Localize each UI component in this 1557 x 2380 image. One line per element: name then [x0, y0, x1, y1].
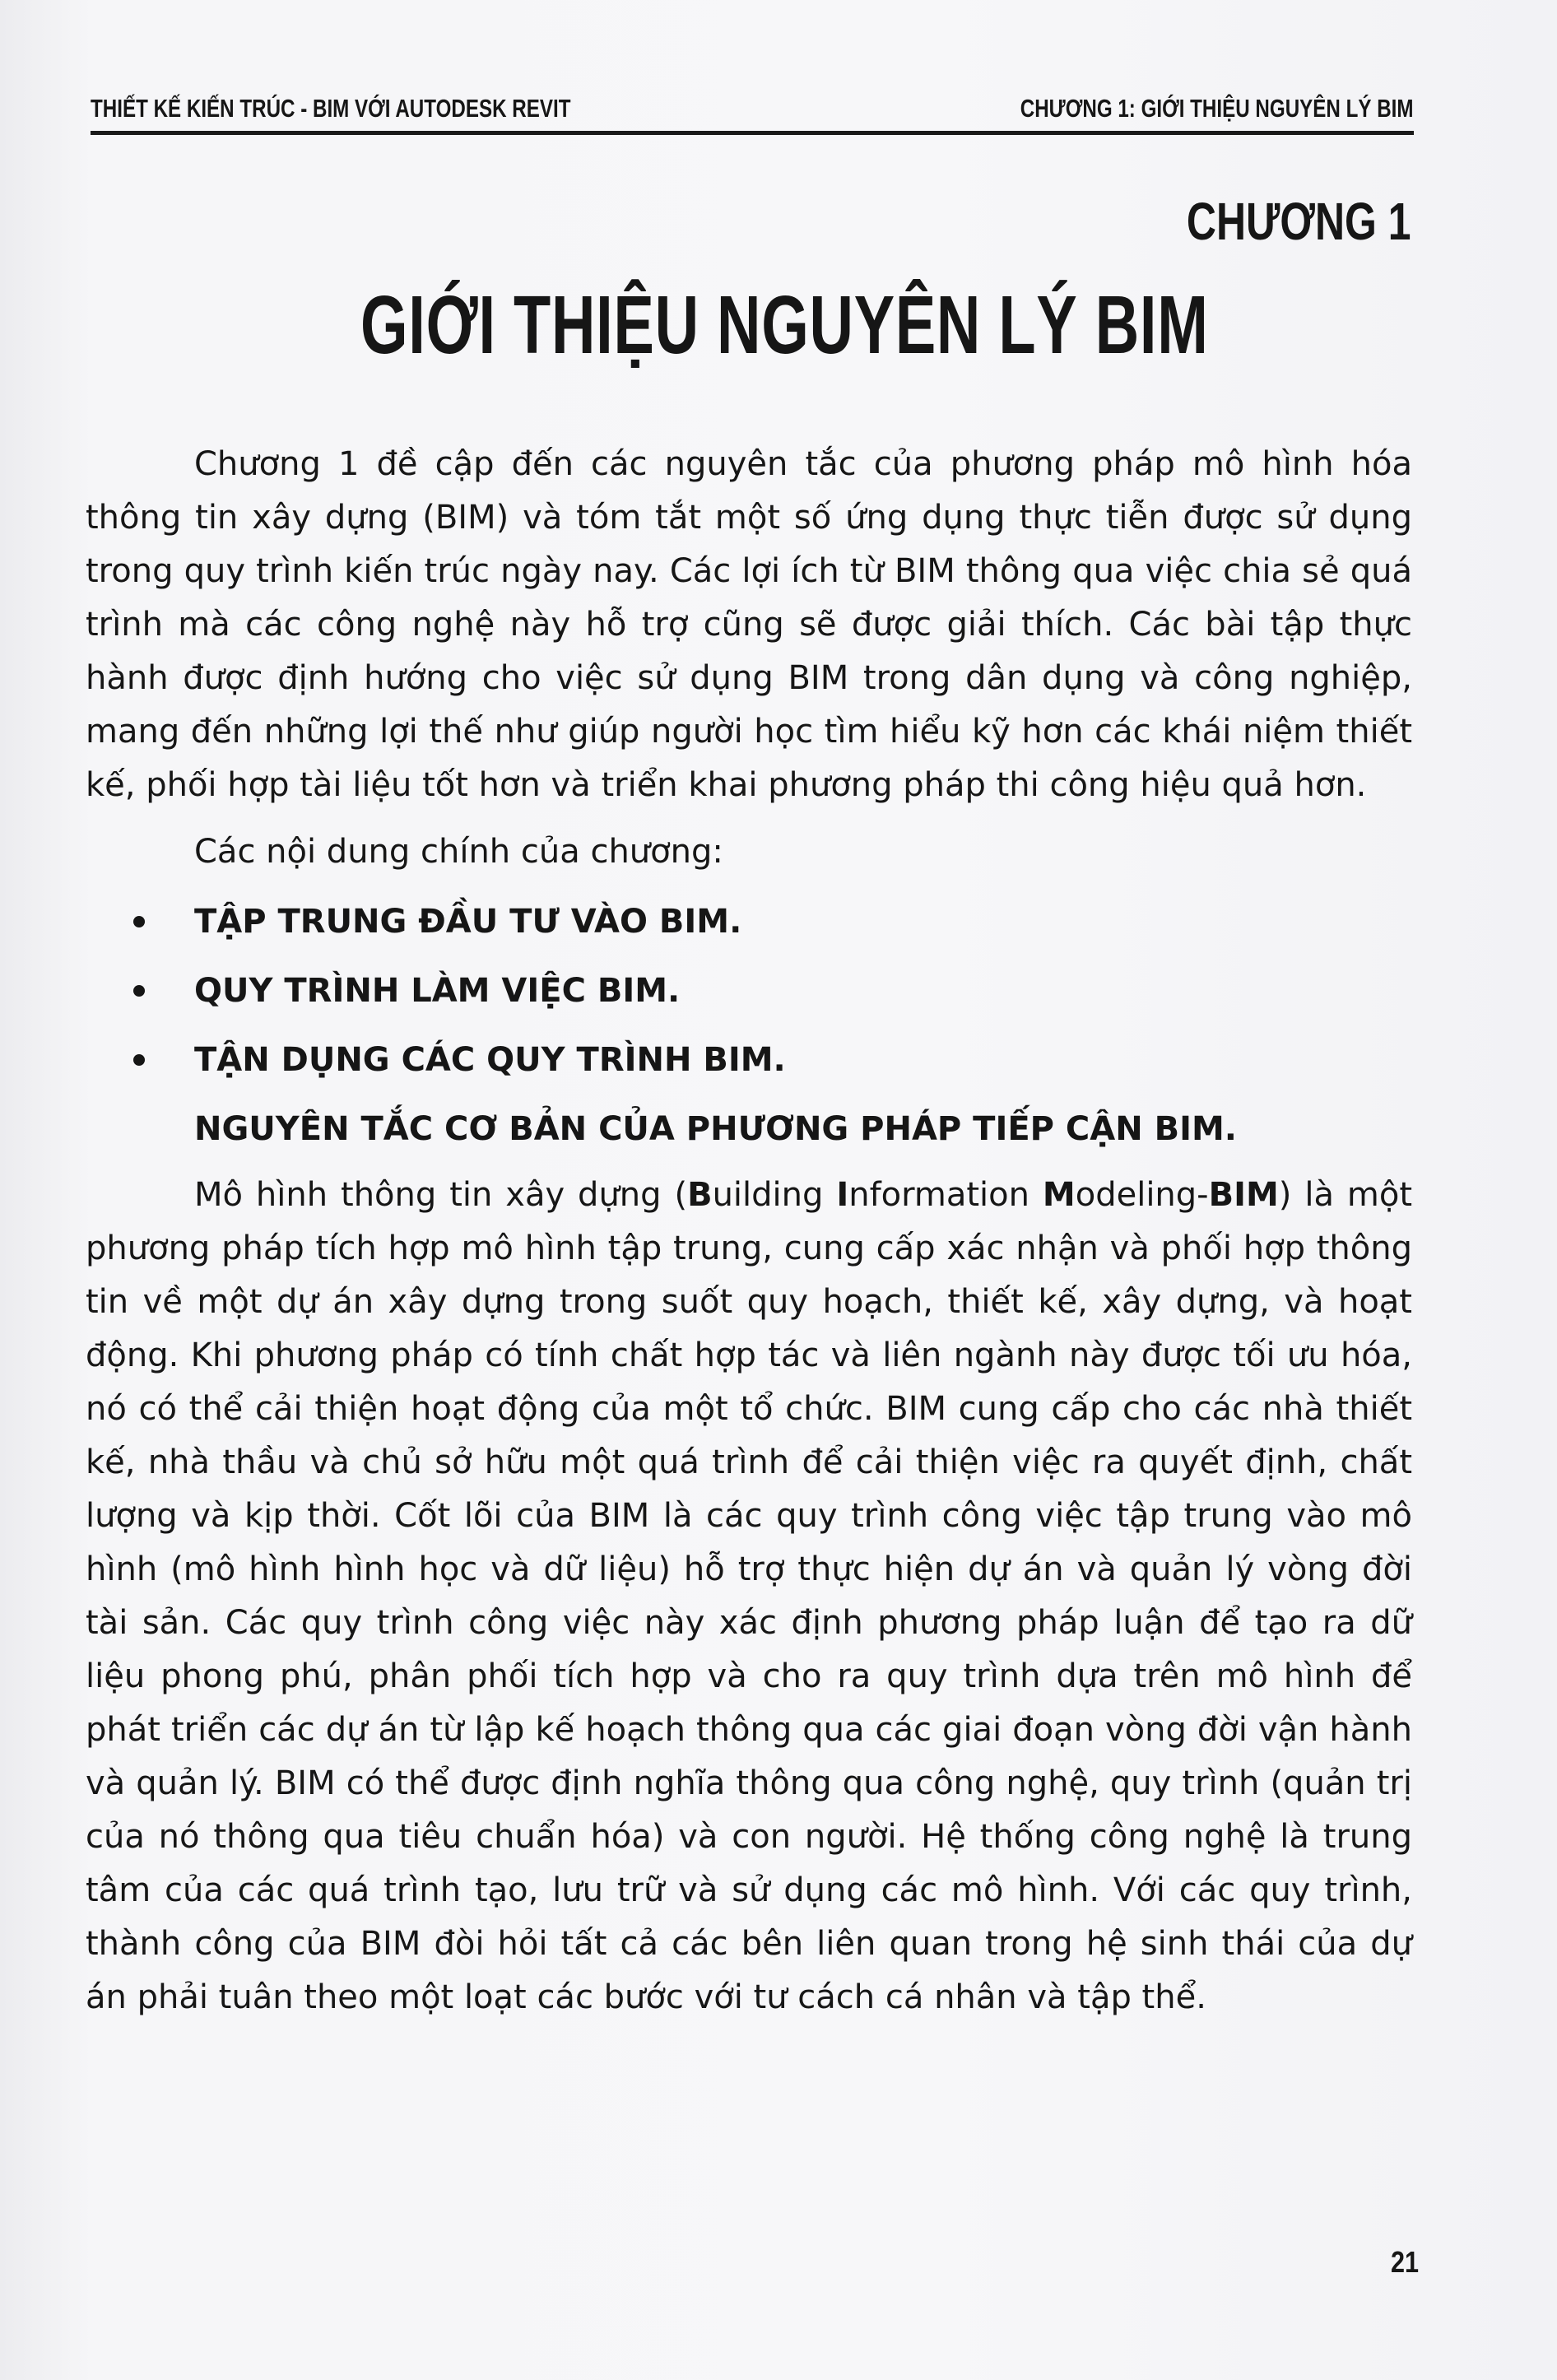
bim-definition-paragraph	[86, 1169, 1412, 2024]
para-text: odeling-	[1075, 1176, 1209, 1214]
list-item-text: TẬP TRUNG ĐẦU TƯ VÀO BIM.	[194, 903, 742, 941]
running-header	[91, 89, 1414, 135]
book-title-header: THIẾT KẾ KIẾN TRÚC - BIM VỚI AUTODESK REVIT	[91, 94, 571, 123]
para-text: uilding	[712, 1176, 837, 1214]
para-bold: M	[1042, 1176, 1076, 1214]
list-intro: Các nội dung chính của chương:	[194, 833, 723, 871]
chapter-number: CHƯƠNG 1	[1186, 192, 1411, 251]
para-text: ) là một phương pháp tích hợp mô hình tập trung, cung cấp xác nhận và phối hợp thông tin về một dự án xây dựng trong suốt quy hoạch, thiết kế, xây dựng, và hoạt động. Khi phương pháp có tính chất hợp tác và liên ngành này được tối ưu hóa, nó có thể cải thiện hoạt động của một tổ chức. BIM cung cấp cho các nhà thiết kế, nhà thầu và chủ sở hữu một quá trình để cải thiện việc ra quyết định, chất lượng và kịp thời. Cốt lõi của BIM là các quy trình công việc tập trung vào mô hình (mô hình hình học và dữ liệu) hỗ trợ thực hiện dự án và quản lý vòng đời tài sản. Các quy trình công việc này xác định phương pháp luận để tạo ra dữ liệu phong phú, phân phối tích hợp và cho ra quy trình dựa trên mô hình để phát triển các dự án từ lập kế hoạch thông qua các giai đoạn vòng đời vận hành và quản lý. BIM có thể được định nghĩa thông qua công nghệ, quy trình (quản trị của nó thông qua tiêu chuẩn hóa) và con người. Hệ thống công nghệ là trung tâm của các quá trình tạo, lưu trữ và sử dụng các mô hình. Với các quy trình, thành công của BIM đòi hỏi tất cả các bên liên quan trong hệ sinh thái của dự án phải tuân theo một loạt các bước với tư cách cá nhân và tập thể.	[86, 1176, 1413, 2016]
list-item-text: QUY TRÌNH LÀM VIỆC BIM.	[194, 972, 681, 1010]
page-number: 21	[1390, 2245, 1419, 2279]
bullet-icon	[133, 985, 145, 997]
para-bold: BIM	[1208, 1176, 1279, 1214]
section-heading: NGUYÊN TẮC CƠ BẢN CỦA PHƯƠNG PHÁP TIẾP CẬN BIM.	[194, 1110, 1237, 1148]
list-item	[86, 1025, 1412, 1095]
bullet-icon	[133, 1054, 145, 1066]
key-points-list	[86, 887, 1412, 1095]
bullet-icon	[133, 916, 145, 927]
para-text: Mô hình thông tin xây dựng (	[194, 1176, 688, 1214]
list-item	[86, 956, 1412, 1025]
list-item-text: TẬN DỤNG CÁC QUY TRÌNH BIM.	[194, 1041, 786, 1079]
para-bold: I	[836, 1176, 849, 1214]
chapter-title-header: CHƯƠNG 1: GIỚI THIỆU NGUYÊN LÝ BIM	[1020, 94, 1414, 123]
page-body	[86, 438, 1412, 2024]
para-text: nformation	[848, 1176, 1043, 1214]
para-bold: B	[687, 1176, 713, 1214]
chapter-title: GIỚI THIỆU NGUYÊN LÝ BIM	[360, 279, 1209, 371]
list-item	[86, 887, 1412, 956]
intro-paragraph: Chương 1 đề cập đến các nguyên tắc của phương pháp mô hình hóa thông tin xây dựng (BIM) và tóm tắt một số ứng dụng thực tiễn được sử dụng trong quy trình kiến trúc ngày nay. Các lợi ích từ BIM thông qua việc chia sẻ quá trình mà các công nghệ này hỗ trợ cũng sẽ được giải thích. Các bài tập thực hành được định hướng cho việc sử dụng BIM trong dân dụng và công nghiệp, mang đến những lợi thế như giúp người học tìm hiểu kỹ hơn các khái niệm thiết kế, phối hợp tài liệu tốt hơn và triển khai phương pháp thi công hiệu quả hơn.	[86, 445, 1412, 804]
